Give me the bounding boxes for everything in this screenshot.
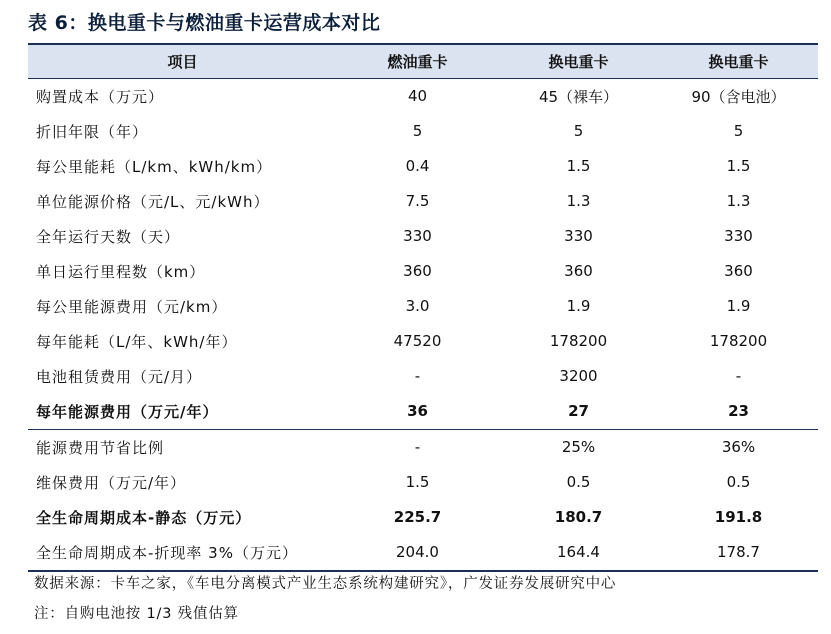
cost-comparison-table (28, 43, 818, 572)
cell-swap-bare: 0.5 (566, 473, 591, 491)
cell-swap-battery: 1.5 (726, 157, 751, 175)
cell-swap-bare: 1.9 (566, 297, 591, 315)
row-label: 能源费用节省比例 (28, 429, 337, 465)
cell-fuel: - (414, 367, 421, 385)
table-row (28, 324, 818, 359)
row-label: 维保费用（万元/年） (36, 473, 187, 492)
cell-swap-bare: 27 (568, 402, 589, 420)
table-row (28, 254, 818, 289)
cell-swap-battery: 1.3 (726, 192, 751, 210)
cell-swap-bare: 25% (498, 429, 659, 465)
cell-swap-battery: 23 (728, 402, 749, 420)
row-label: 单位能源价格（元/L、元/kWh） (36, 192, 270, 211)
cell-fuel: 225.7 (393, 508, 442, 526)
cell-fuel: 47520 (393, 332, 442, 350)
row-label: 单日运行里程数（km） (36, 262, 206, 281)
table-header (28, 44, 818, 78)
cell-swap-bare: 360 (564, 262, 593, 280)
table-row (28, 78, 818, 114)
cell-swap-battery: 360 (724, 262, 753, 280)
row-label: 全年运行天数（天） (36, 227, 181, 246)
cell-swap-battery: 0.5 (726, 473, 751, 491)
table-row (28, 394, 818, 430)
table-row (28, 535, 818, 571)
cell-swap-bare: 1.3 (566, 192, 591, 210)
header-fuel-truck: 燃油重卡 (387, 52, 448, 71)
header-swap-truck-bare: 换电重卡 (548, 52, 609, 71)
cost-comparison-table-container (28, 43, 818, 572)
cell-fuel: 36 (407, 402, 428, 420)
row-label: 每公里能耗（L/km、kWh/km） (36, 157, 273, 176)
cell-fuel: 5 (412, 122, 423, 140)
header-item: 项目 (167, 52, 198, 71)
table-row (28, 500, 818, 535)
table-row (28, 465, 818, 500)
cell-fuel: 204.0 (337, 535, 498, 571)
cell-fuel: 3.0 (405, 297, 430, 315)
header-swap-truck-battery: 换电重卡 (708, 52, 769, 71)
table-row (28, 219, 818, 254)
cell-swap-bare: 164.4 (498, 535, 659, 571)
cell-swap-battery: 90（含电池） (691, 87, 786, 106)
cell-swap-bare: 330 (564, 227, 593, 245)
row-label: 全生命周期成本-折现率 3%（万元） (28, 535, 337, 571)
cell-swap-battery: 1.9 (726, 297, 751, 315)
cell-swap-bare: 180.7 (554, 508, 603, 526)
cell-swap-bare: 1.5 (566, 157, 591, 175)
cell-fuel: 330 (403, 227, 432, 245)
table-row (28, 429, 818, 465)
cell-fuel: 7.5 (405, 192, 430, 210)
table-row (28, 359, 818, 394)
cell-fuel: 360 (403, 262, 432, 280)
source-note: 数据来源：卡车之家，《车电分离模式产业生态系统构建研究》，广发证券发展研究中心 (34, 576, 617, 592)
cell-swap-bare: 5 (573, 122, 584, 140)
row-label: 折旧年限（年） (36, 122, 149, 141)
cell-swap-battery: 5 (733, 122, 744, 140)
battery-note: 注：自购电池按 1/3 残值估算 (34, 606, 239, 622)
cell-swap-battery: 36% (659, 429, 818, 465)
cell-swap-bare: 3200 (559, 367, 598, 385)
table-row (28, 149, 818, 184)
cell-swap-battery: - (735, 367, 742, 385)
cell-swap-bare: 178200 (549, 332, 608, 350)
row-label: 每公里能源费用（元/km） (36, 297, 228, 316)
table-title: 表 6：换电重卡与燃油重卡运营成本对比 (28, 12, 381, 34)
cell-swap-bare: 45（裸车） (538, 87, 619, 106)
header-row (28, 44, 818, 78)
row-label: 每年能源费用（万元/年） (36, 402, 219, 421)
cell-fuel: 40 (407, 87, 428, 105)
row-label: 每年能耗（L/年、kWh/年） (36, 332, 238, 351)
table-row (28, 184, 818, 219)
footnotes (34, 574, 616, 634)
cell-swap-battery: 178.7 (659, 535, 818, 571)
cell-swap-battery: 191.8 (714, 508, 763, 526)
cell-fuel: 1.5 (405, 473, 430, 491)
row-label: 全生命周期成本-静态（万元） (36, 508, 252, 527)
cell-fuel: 0.4 (405, 157, 430, 175)
table-row (28, 114, 818, 149)
table-row (28, 289, 818, 324)
cell-swap-battery: 330 (724, 227, 753, 245)
row-label: 电池租赁费用（元/月） (36, 367, 203, 386)
row-label: 购置成本（万元） (36, 87, 165, 106)
cell-fuel: - (337, 429, 498, 465)
cell-swap-battery: 178200 (709, 332, 768, 350)
table-body (28, 78, 818, 571)
